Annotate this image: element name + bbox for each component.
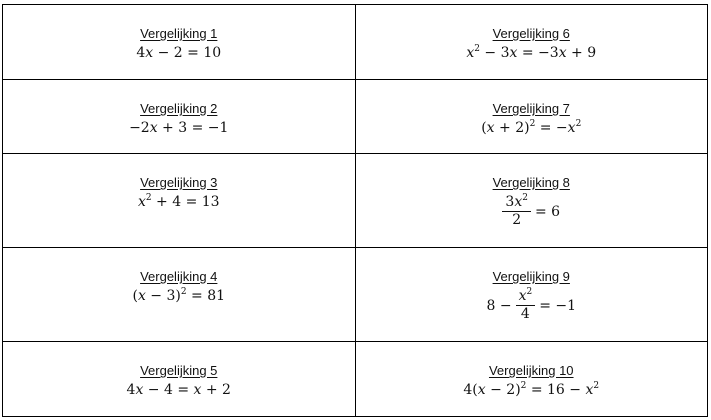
equation-cell-9 [355,248,708,342]
table-row [3,5,708,80]
equation-cell-5 [3,342,356,417]
equation-cell-1 [3,5,356,80]
fraction-numerator: $x^2$ [516,288,536,306]
table-row [3,342,708,417]
equation-title: Vergelijking 8 [492,175,570,190]
equation-title: Vergelijking 10 [488,363,574,378]
fraction-denominator: 2 [512,212,522,228]
equation-expression: −2x + 3 = −1 [129,120,229,136]
equation-cell-4 [3,248,356,342]
table-row [3,80,708,154]
equation-cell-6 [355,5,708,80]
table-row [3,248,708,342]
equation-expression: $(x + 2)^2 = -x^2$ [481,119,582,136]
equation-title: Vergelijking 3 [140,175,218,190]
equation-expression: $(x - 3)^2 = 81$ [132,287,226,304]
equation-title: Vergelijking 5 [140,363,218,378]
equation-title: Vergelijking 2 [140,101,218,116]
equation-cell-7 [355,80,708,154]
equation-expression: 4x − 2 = 10 [136,45,222,61]
equation-title: Vergelijking 4 [140,269,218,284]
equation-expression [486,288,576,323]
equation-expression: $x^2 - 3x = -3x + 9$ [466,44,597,61]
equation-cell-3 [3,154,356,248]
fraction-numerator: $3x^2$ [502,194,531,212]
equation-cell-8 [355,154,708,248]
equation-title: Vergelijking 6 [492,26,570,41]
equation-expression: 4x − 4 = x + 2 [126,382,231,398]
equation-expression: $x^2 + 4 = 13$ [137,193,220,210]
equation-title: Vergelijking 9 [492,269,570,284]
equations-table [2,4,708,417]
equation-expression: $4(x - 2)^2 = 16 - x^2$ [463,381,600,398]
equation-rhs: = 6 [534,203,561,220]
table-row [3,154,708,248]
equation-rhs: = −1 [539,297,577,314]
equation-cell-10 [355,342,708,417]
equation-lhs: 8 − [486,297,512,314]
fraction-denominator: 4 [520,306,530,322]
fraction [502,194,531,229]
equation-expression [502,194,560,229]
equation-title: Vergelijking 7 [492,101,570,116]
fraction [516,288,536,323]
equation-title: Vergelijking 1 [140,26,218,41]
equation-cell-2 [3,80,356,154]
equation-sheet [2,4,708,416]
